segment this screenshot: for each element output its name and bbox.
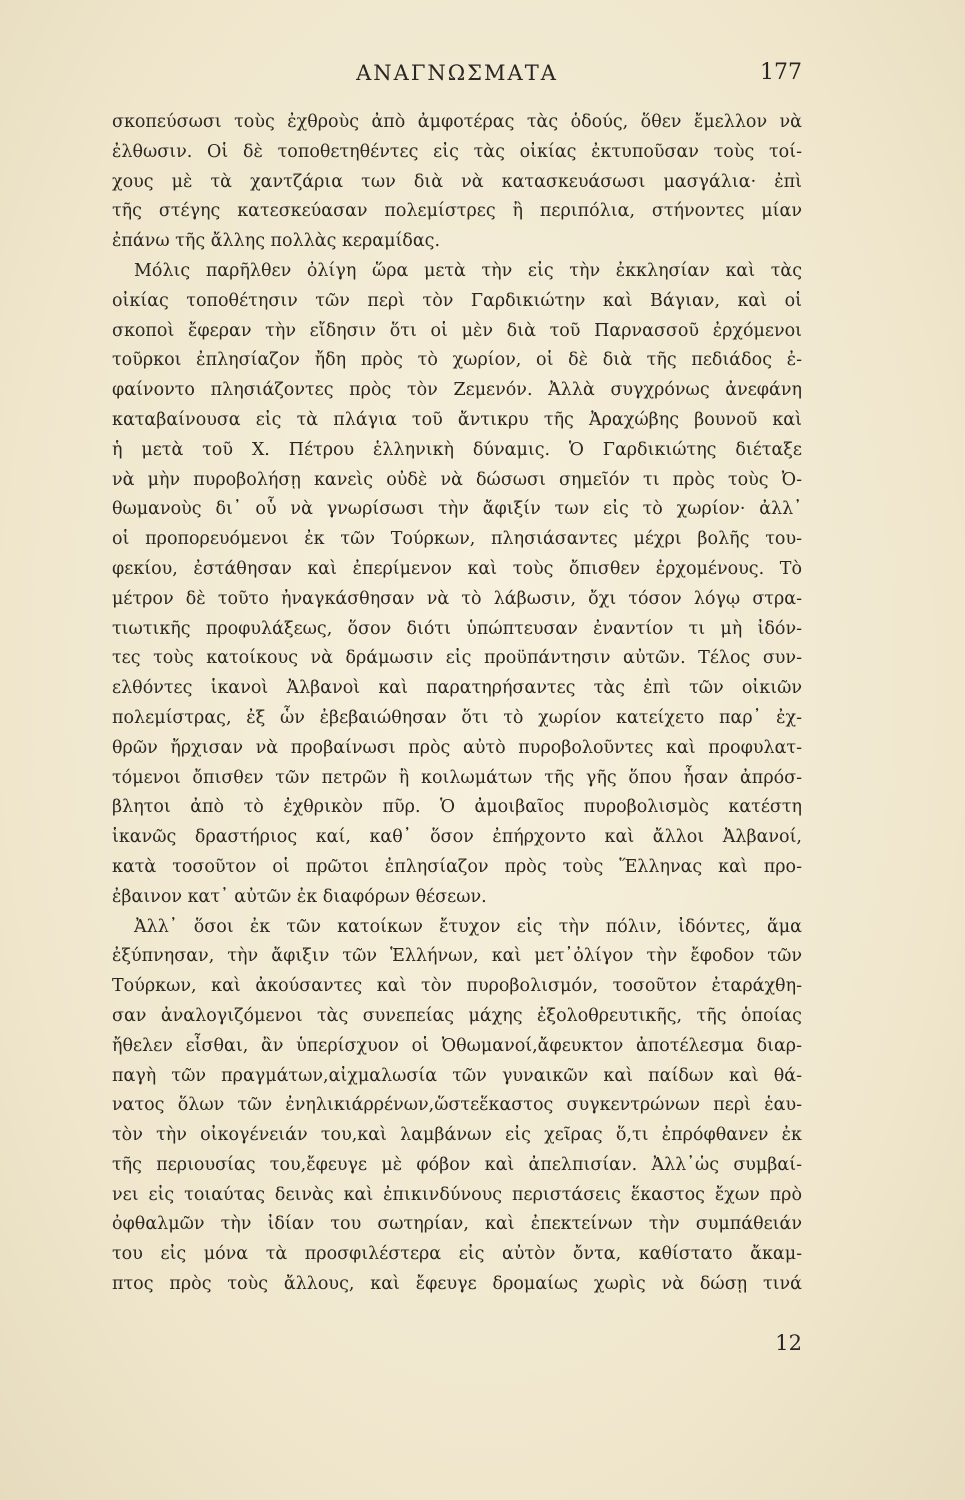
text-line: θρῶν ἤρχισαν νὰ προβαίνωσι πρὸς αὐτὸ πυροβολοῦντες καὶ προφυλατ- — [112, 737, 802, 758]
text-line: κατὰ τοσοῦτον οἱ πρῶτοι ἐπλησίαζον πρὸς τοὺς Ἕλληνας καὶ προ- — [112, 856, 802, 877]
text-line: ἐξύπνησαν, τὴν ἄφιξιν τῶν Ἑλλήνων, καὶ μετ᾽ὀλίγον τὴν ἔφοδον τῶν — [112, 946, 802, 967]
text-line: σαν ἀναλογιζόμενοι τὰς συνεπείας μάχης ἐξολοθρευτικῆς, τῆς ὁποίας — [112, 1005, 802, 1026]
text-line: βλητοι ἀπὸ τὸ ἐχθρικὸν πῦρ. Ὁ ἀμοιβαῖος πυροβολισμὸς κατέστη — [112, 797, 802, 818]
text-line: ἤθελεν εἶσθαι, ἂν ὑπερίσχυον οἱ Ὀθωμανοί,ἄφευκτον ἀποτέλεσμα διαρ- — [112, 1035, 802, 1056]
text-line: ὀφθαλμῶν τὴν ἰδίαν του σωτηρίαν, καὶ ἐπεκτείνων τὴν συμπάθειάν — [112, 1214, 802, 1235]
text-line: φεκίου, ἐστάθησαν καὶ ἐπερίμενον καὶ τοὺς ὄπισθεν ἐρχομένους. Τὸ — [112, 558, 802, 579]
text-line: φαίνοντο πλησιάζοντες πρὸς τὸν Ζεμενόν. Ἀλλὰ συγχρόνως ἀνεφάνη — [112, 380, 802, 401]
text-line: χους μὲ τὰ χαντζάρια των διὰ νὰ κατασκευάσωσι μασγάλια· ἐπὶ — [112, 171, 802, 192]
text-line: νατος ὅλων τῶν ἐνηλικιάρρένων,ὥστεἕκαστος συγκεντρώνων περὶ ἑαυ- — [112, 1095, 802, 1116]
running-head: ΑΝΑΓΝΩΣΜΑΤΑ — [356, 61, 558, 85]
text-line: ἡ μετὰ τοῦ Χ. Πέτρου ἑλληνικὴ δύναμις. Ὁ Γαρδικιώτης διέταξε — [112, 439, 802, 460]
text-line: σκοπεύσωσι τοὺς ἐχθροὺς ἀπὸ ἀμφοτέρας τὰς ὁδούς, ὅθεν ἔμελλον νὰ — [112, 112, 802, 132]
text-line: σκοποὶ ἔφεραν τὴν εἴδησιν ὅτι οἱ μὲν διὰ τοῦ Παρνασσοῦ ἐρχόμενοι — [112, 320, 802, 341]
text-line: τοῦρκοι ἐπλησίαζον ἤδη πρὸς τὸ χωρίον, οἱ δὲ διὰ τῆς πεδιάδος ἐ- — [112, 350, 802, 371]
text-line: θωμανοὺς δι᾽ οὗ νὰ γνωρίσωσι τὴν ἄφιξίν των εἰς τὸ χωρίον· ἀλλ᾽ — [112, 499, 802, 520]
text-line: Τούρκων, καὶ ἀκούσαντες καὶ τὸν πυροβολισμόν, τοσοῦτον ἐταράχθη- — [112, 976, 802, 997]
text-line: μέτρον δὲ τοῦτο ἠναγκάσθησαν νὰ τὸ λάβωσιν, ὄχι τόσον λόγῳ στρα- — [112, 588, 802, 609]
text-line: τες τοὺς κατοίκους νὰ δράμωσιν εἰς προϋπάντησιν αὐτῶν. Τέλος συν- — [112, 648, 802, 669]
text-line: νὰ μὴν πυροβολήσῃ κανεὶς οὐδὲ νὰ δώσωσι σημεῖόν τι πρὸς τοὺς Ὀ- — [112, 469, 802, 490]
text-line: τῆς στέγης κατεσκεύασαν πολεμίστρες ἢ περιπόλια, στήνοντες μίαν — [112, 201, 802, 222]
text-line: τῆς περιουσίας του,ἔφευγε μὲ φόβον καὶ ἀπελπισίαν. Ἀλλ᾽ὡς συμβαί- — [112, 1154, 802, 1175]
text-line: Μόλις παρῆλθεν ὀλίγη ὥρα μετὰ τὴν εἰς τὴν ἐκκλησίαν καὶ τὰς — [134, 260, 802, 281]
text-line: ἱκανῶς δραστήριος καί, καθ᾽ ὅσον ἐπήρχοντο καὶ ἄλλοι Ἀλβανοί, — [112, 827, 802, 848]
page-number: 177 — [760, 60, 802, 85]
text-line: τὸν τὴν οἰκογένειάν του,καὶ λαμβάνων εἰς χεῖρας ὅ,τι ἐπρόφθανεν ἐκ — [112, 1125, 802, 1146]
text-line: ἐπάνω τῆς ἄλλης πολλὰς κεραμίδας. — [112, 231, 441, 252]
text-line: καταβαίνουσα εἰς τὰ πλάγια τοῦ ἄντικρυ τῆς Ἀραχώβης βουνοῦ καὶ — [112, 409, 802, 430]
body-text — [112, 108, 802, 1300]
text-line: του εἰς μόνα τὰ προσφιλέστερα εἰς αὐτὸν ὄντα, καθίστατο ἄκαμ- — [112, 1244, 802, 1265]
text-line: νει εἰς τοιαύτας δεινὰς καὶ ἐπικινδύνους περιστάσεις ἕκαστος ἔχων πρὸ — [112, 1184, 802, 1205]
text-line: πτος πρὸς τοὺς ἄλλους, καὶ ἔφευγε δρομαίως χωρὶς νὰ δώσῃ τινά — [112, 1274, 802, 1295]
text-line: οἱ προπορευόμενοι ἐκ τῶν Τούρκων, πλησιάσαντες μέχρι βολῆς του- — [112, 529, 802, 550]
text-line: παγὴ τῶν πραγμάτων,αἰχμαλωσία τῶν γυναικῶν καὶ παίδων καὶ θά- — [112, 1065, 802, 1086]
text-line: τιωτικῆς προφυλάξεως, ὅσον διότι ὑπώπτευσαν ἐναντίον τι μὴ ἰδόν- — [112, 618, 802, 639]
text-line: ἐλθωσιν. Οἱ δὲ τοποθετηθέντες εἰς τὰς οἰκίας ἐκτυποῦσαν τοὺς τοί- — [112, 141, 802, 162]
text-line: Ἀλλ᾽ ὅσοι ἐκ τῶν κατοίκων ἔτυχον εἰς τὴν πόλιν, ἰδόντες, ἅμα — [134, 916, 802, 937]
page-header — [112, 58, 802, 94]
text-line: πολεμίστρας, ἐξ ὧν ἐβεβαιώθησαν ὅτι τὸ χωρίον κατείχετο παρ᾽ ἐχ- — [112, 707, 802, 728]
text-line: ἐβαινον κατ᾽ αὐτῶν ἐκ διαφόρων θέσεων. — [112, 886, 487, 907]
signature-mark: 12 — [775, 1331, 802, 1355]
text-line: τόμενοι ὄπισθεν τῶν πετρῶν ἢ κοιλωμάτων τῆς γῆς ὅπου ἦσαν ἀπρόσ- — [112, 767, 802, 788]
text-line: ελθόντες ἱκανοὶ Ἀλβανοὶ καὶ παρατηρήσαντες τὰς ἐπὶ τῶν οἰκιῶν — [112, 678, 802, 699]
text-line: οἰκίας τοποθέτησιν τῶν περὶ τὸν Γαρδικιώτην καὶ Βάγιαν, καὶ οἱ — [112, 290, 802, 311]
